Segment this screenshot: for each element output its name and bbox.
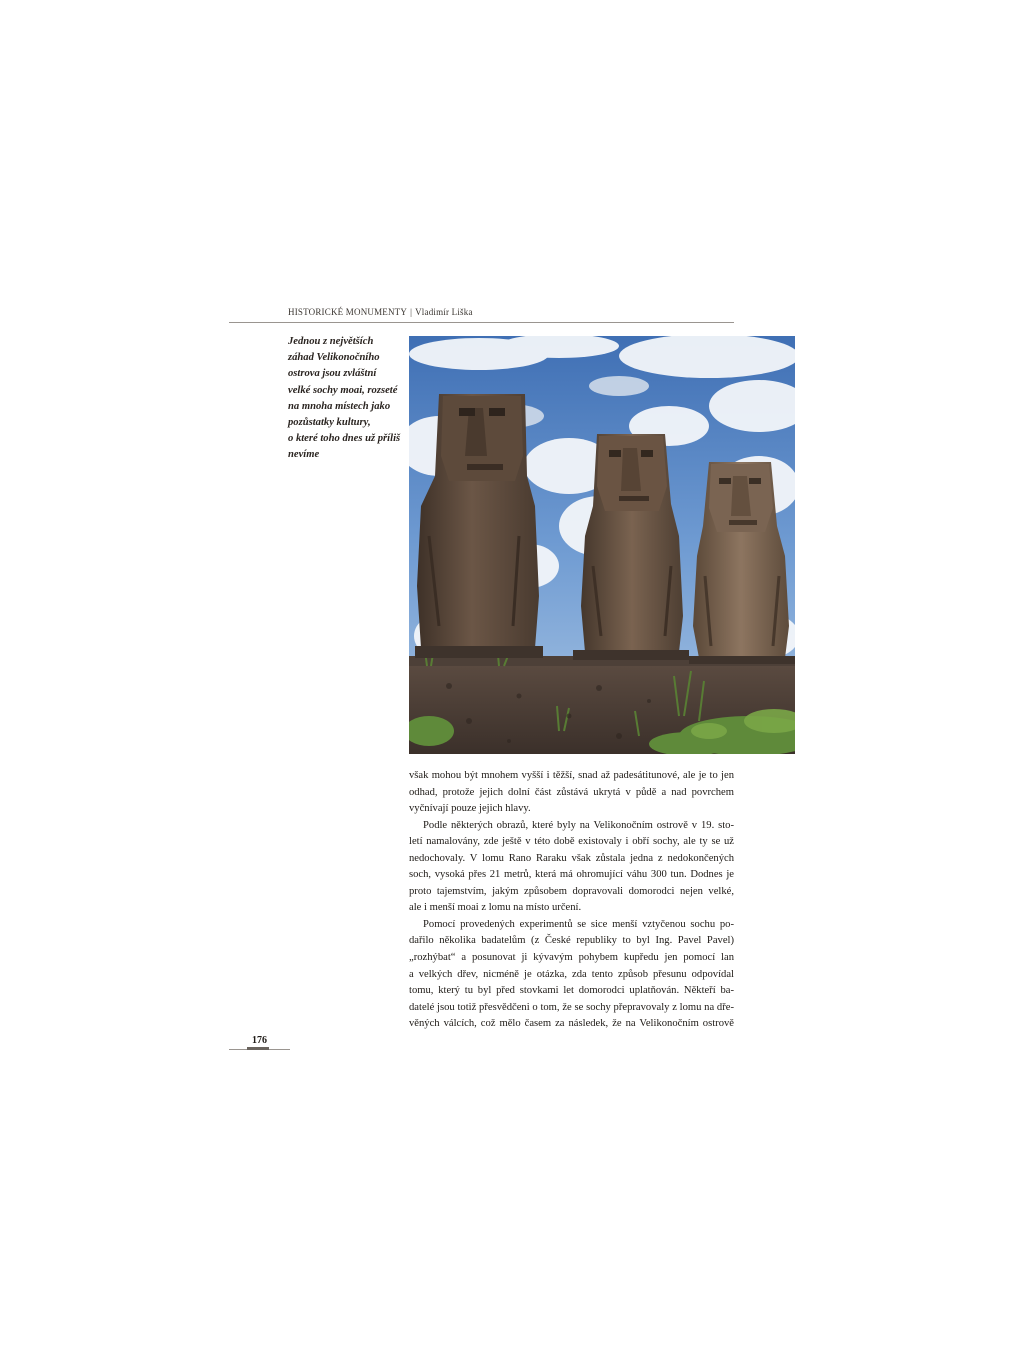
body-line: Podle některých obrazů, které byly na Velikonočním ostrově v 19. sto-	[423, 819, 734, 831]
body-line: nedochovaly. V lomu Rano Raraku však zůstala jedna z nedokončených	[409, 852, 734, 864]
running-header	[288, 307, 473, 317]
caption-line: ostrova jsou zvláštní	[288, 368, 377, 380]
body-line: soch, vysoká přes 21 metrů, která má ohromující váhu 300 tun. Dodnes je	[409, 869, 734, 881]
body-line: Pomocí provedených experimentů se sice menší vztyčenou sochu po-	[423, 918, 734, 930]
photo-caption	[288, 334, 400, 464]
body-line: vyčnívají pouze jejich hlavy.	[409, 803, 531, 815]
page-number: 176	[252, 1035, 267, 1046]
caption-line: Jednou z největších	[288, 336, 374, 347]
body-line: však mohou být mnohem vyšší i těžší, snad až padesátitunové, ale je to jen	[409, 770, 734, 781]
moai-statues-photo	[409, 336, 795, 754]
body-line: odhad, protože jejich dolní část zůstává ukrytá v půdě a nad povrchem	[409, 786, 734, 798]
body-line: proto tajemstvím, jakým způsobem dopravovali domorodci nejen velké,	[409, 885, 734, 897]
body-line: a velkých dřev, nicméně je otázka, zda tento způsob přesunu odpovídal	[409, 968, 734, 980]
caption-line: velké sochy moai, rozseté	[288, 384, 398, 396]
body-line: tomu, který tu byl před stovkami let domorodci uplatňován. Někteří ba-	[409, 985, 734, 997]
caption-line: o které toho dnes už příliš	[288, 433, 401, 445]
caption-line: pozůstatky kultury,	[288, 417, 371, 429]
body-line: dařilo několika badatelům (z České republiky to byl Ing. Pavel Pavel)	[409, 935, 734, 947]
footer-rule-accent	[247, 1047, 269, 1050]
header-section-title: HISTORICKÉ MONUMENTY	[288, 307, 408, 317]
body-line: věných válcích, což mělo časem za následek, že na Velikonočním ostrově	[409, 1018, 734, 1030]
body-line: „rozhýbat“ a posunovat ji kývavým pohybem kupředu jen pomocí lan	[409, 952, 734, 964]
caption-line: záhad Velikonočního	[288, 352, 380, 364]
body-line: letí namalovány, zde ještě v této době existovaly i obří sochy, ale ty se už	[409, 836, 734, 848]
caption-line: na mnoha místech jako	[288, 400, 391, 412]
body-line: ale i menší moai z lomu na místo určení.	[409, 902, 582, 914]
caption-line: nevíme	[288, 449, 320, 461]
body-text	[409, 768, 734, 1033]
header-author: Vladimír Liška	[415, 307, 473, 317]
body-line: datelé jsou totiž přesvědčeni o tom, že se sochy přepravovaly z lomu na dře-	[409, 1001, 734, 1013]
header-separator: |	[410, 307, 413, 317]
header-rule	[229, 322, 734, 323]
